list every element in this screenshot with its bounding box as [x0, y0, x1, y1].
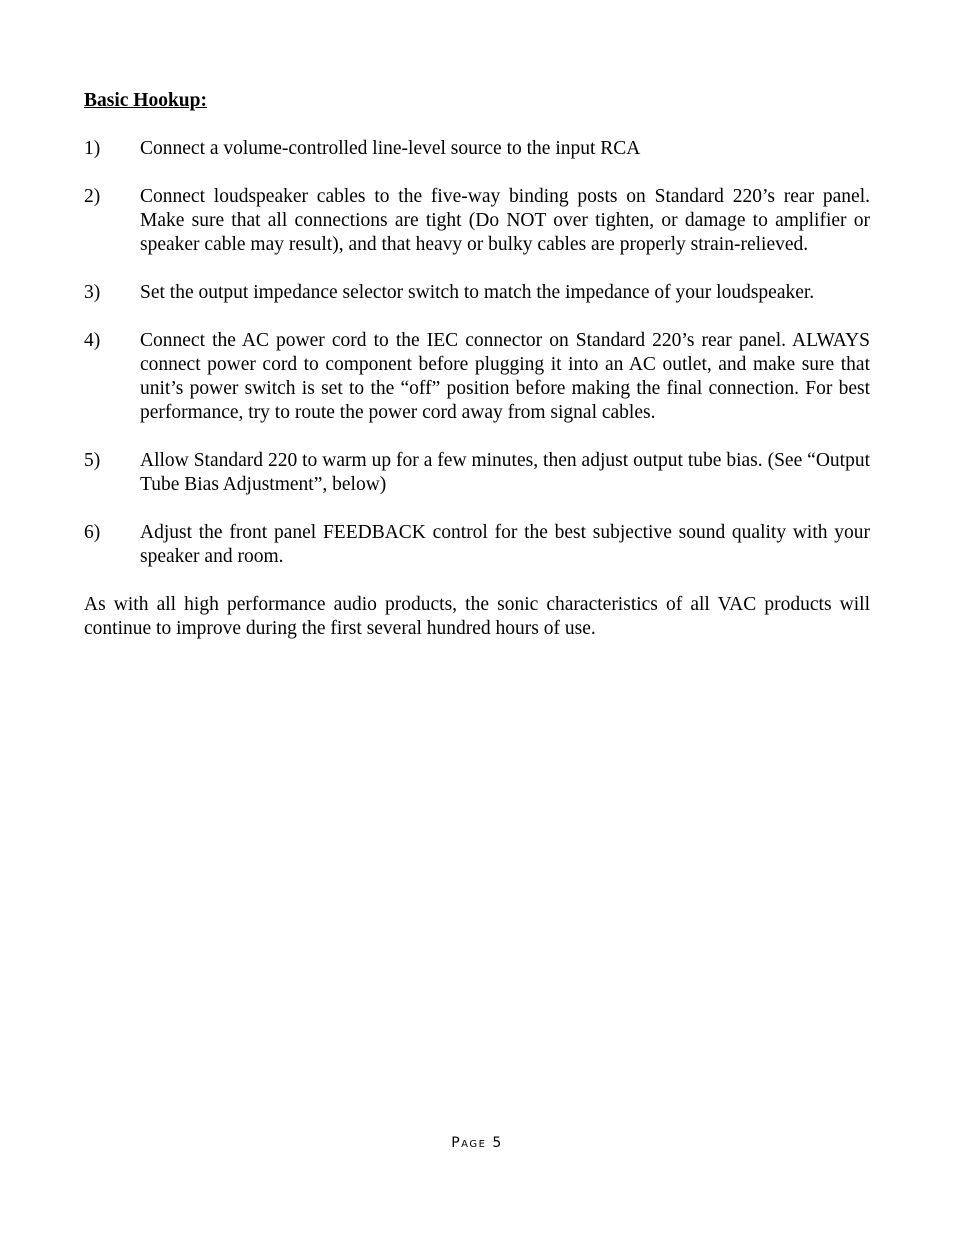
step-number: 5): [84, 450, 101, 471]
step-text: Connect a volume-controlled line-level source to the input RCA: [140, 138, 641, 159]
step-text: Allow Standard 220 to warm up for a few minutes, then adjust output tube bias. (See “Output Tube Bias Adjustment”, below): [140, 450, 870, 495]
step-number: 2): [84, 186, 101, 207]
step-number: 3): [84, 282, 101, 303]
section-heading: Basic Hookup:: [84, 90, 207, 111]
step-number: 1): [84, 138, 101, 159]
list-item: [84, 281, 870, 305]
list-item: [84, 185, 870, 257]
step-text: Connect the AC power cord to the IEC connector on Standard 220’s rear panel. ALWAYS connect power cord to component before plugging it into an AC outlet, and make sure that unit’s power switch is set to the “off” position before making the final connection. For best performance, try to route the power cord away from signal cables.: [140, 330, 870, 423]
step-number: 4): [84, 330, 101, 351]
step-number: 6): [84, 522, 101, 543]
page-content: [84, 89, 870, 641]
list-item: [84, 449, 870, 497]
hookup-steps-list: [84, 137, 870, 569]
list-item: [84, 521, 870, 569]
step-text: Adjust the front panel FEEDBACK control for the best subjective sound quality with your speaker and room.: [140, 522, 870, 567]
step-text: Connect loudspeaker cables to the five-way binding posts on Standard 220’s rear panel. Make sure that all connections are tight (Do NOT over tighten, or damage to amplifier or speaker cable may result), and that heavy or bulky cables are properly strain-relieved.: [140, 186, 870, 255]
step-text: Set the output impedance selector switch to match the impedance of your loudspeaker.: [140, 282, 815, 303]
list-item: [84, 329, 870, 425]
page-number-footer: Page 5: [451, 1135, 503, 1151]
closing-paragraph: As with all high performance audio products, the sonic characteristics of all VAC products will continue to improve during the first several hundred hours of use.: [84, 594, 870, 639]
list-item: [84, 137, 870, 161]
